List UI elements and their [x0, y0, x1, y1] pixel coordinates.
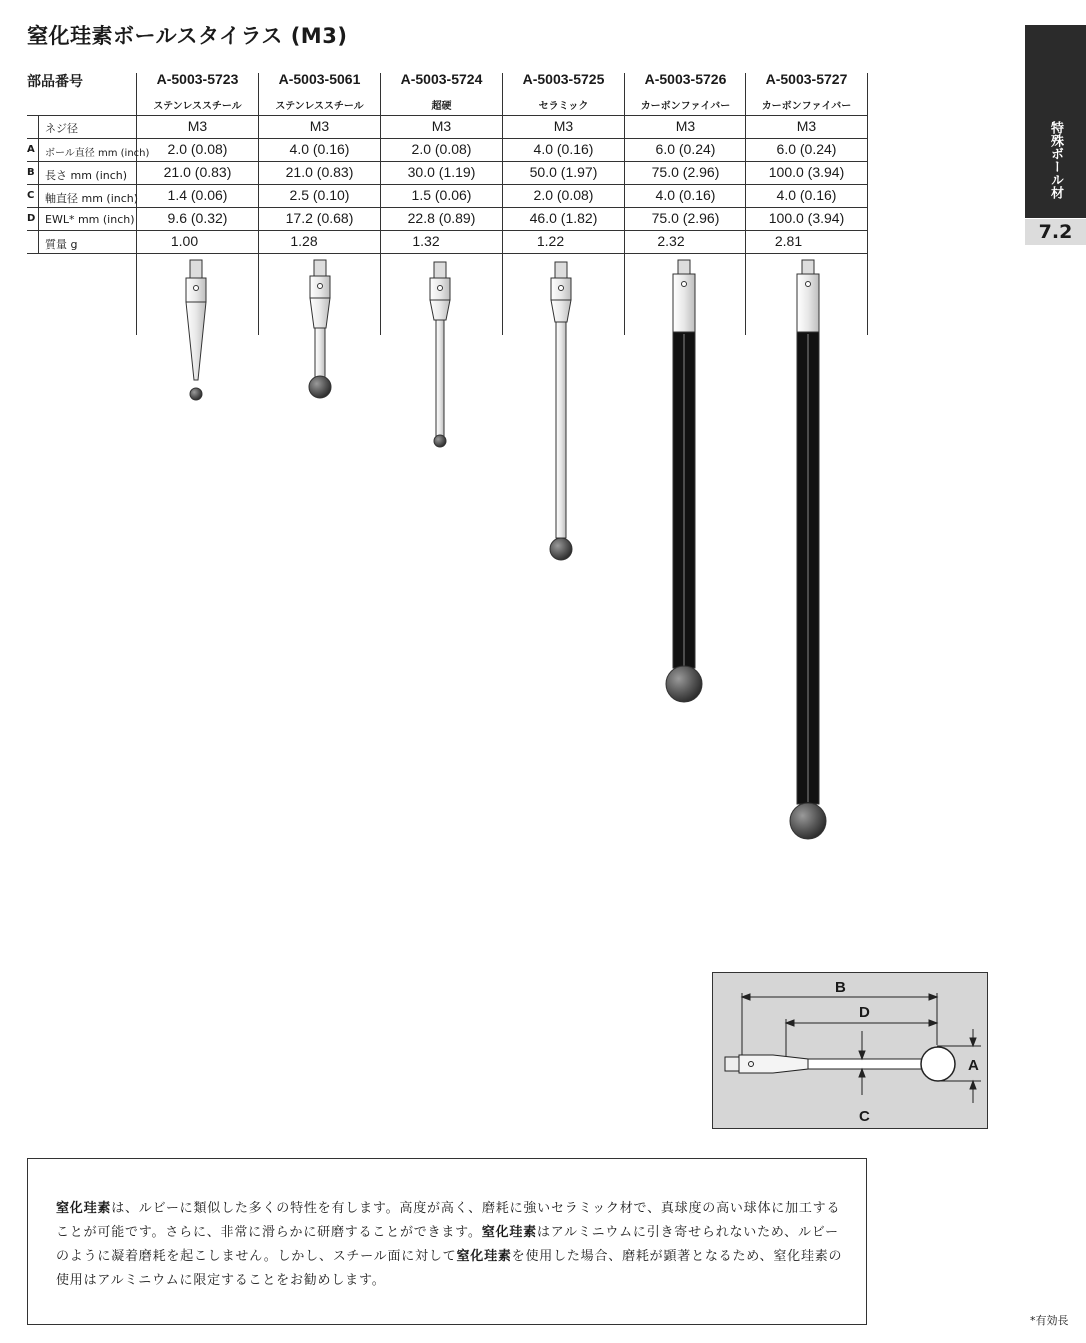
column-material: ステンレススチール — [275, 101, 364, 112]
table-cell: 100.0 (3.94) — [768, 210, 845, 226]
table-cell: 1.22 — [536, 233, 565, 249]
emphasis: 窒化珪素 — [456, 1249, 512, 1264]
table-cell: 1.00 — [170, 233, 199, 249]
table-cell: 1.28 — [290, 233, 318, 249]
table-cell: 100.0 (3.94) — [768, 164, 845, 180]
table-cell: 17.2 (0.68) — [285, 210, 354, 226]
stylus-image — [666, 260, 702, 702]
stylus-image — [430, 262, 450, 447]
table-cell: M3 — [431, 118, 452, 134]
emphasis: 窒化珪素 — [56, 1201, 112, 1216]
table-cell: 2.5 (0.10) — [289, 187, 350, 203]
dimension-label-c: C — [859, 1108, 870, 1125]
section-tab-label: 特殊ボール材 — [1048, 121, 1063, 199]
table-cell: 4.0 (0.16) — [655, 187, 716, 203]
page-title: 窒化珪素ボールスタイラス (M3) — [27, 24, 348, 48]
description-box — [27, 1158, 867, 1325]
description-text — [56, 1197, 846, 1293]
table-cell: 1.32 — [412, 233, 440, 249]
row-label: 質量 g — [45, 238, 78, 251]
table-cell: M3 — [796, 118, 817, 134]
table-cell: M3 — [309, 118, 330, 134]
table-cell: 2.0 (0.08) — [533, 187, 594, 203]
dimension-diagram — [712, 972, 988, 1129]
row-label: 長さ mm (inch) — [45, 169, 128, 182]
dimension-label-d: D — [859, 1004, 870, 1021]
emphasis: 窒化珪素 — [481, 1225, 537, 1240]
table-cell: M3 — [553, 118, 574, 134]
column-material: 超硬 — [431, 101, 452, 112]
text-span: はアルミニウムに引き寄せられないため、ルビーのように凝着磨耗を起こしません。しかし、スチール面に対して — [56, 1225, 839, 1264]
table-cell: 75.0 (2.96) — [651, 164, 720, 180]
footnote: *有効長 — [1030, 1314, 1069, 1327]
text-span: を使用した場合、磨耗が顕著となるため、窒化珪素の使用はアルミニウムに限定することをお勧めします。 — [56, 1249, 843, 1288]
part-number-label: 部品番号 — [27, 74, 83, 90]
table-cell: 2.0 (0.08) — [411, 141, 472, 157]
table-cell: M3 — [675, 118, 696, 134]
table-cell: 21.0 (0.83) — [163, 164, 232, 180]
stylus-image — [309, 260, 331, 398]
table-cell: 4.0 (0.16) — [533, 141, 594, 157]
table-cell: 4.0 (0.16) — [289, 141, 350, 157]
table-cell: 2.32 — [657, 233, 685, 249]
column-part-number: A-5003-5726 — [644, 71, 727, 87]
dimension-label-b: B — [835, 979, 846, 996]
table-cell: 2.81 — [774, 233, 803, 249]
table-cell: 6.0 (0.24) — [655, 141, 716, 157]
column-part-number: A-5003-5724 — [400, 71, 483, 87]
text-span: は、ルビーに類似した多くの特性を有します。高度が高く、磨耗に強いセラミック材で、真球度の高い球体に加工することが可能です。さらに、非常に滑らかに研磨することができます。 — [56, 1201, 841, 1240]
row-letter: D — [27, 213, 36, 224]
column-part-number: A-5003-5725 — [522, 71, 605, 87]
table-cell: 6.0 (0.24) — [776, 141, 837, 157]
column-part-number: A-5003-5727 — [765, 71, 848, 87]
column-part-number: A-5003-5723 — [156, 71, 239, 87]
table-cell: 50.0 (1.97) — [529, 164, 598, 180]
row-letter: A — [27, 144, 35, 155]
stylus-image — [186, 260, 206, 400]
stylus-image — [550, 262, 572, 560]
table-cell: 1.5 (0.06) — [411, 187, 472, 203]
row-letter: B — [27, 167, 35, 178]
stylus-image — [790, 260, 826, 839]
dimension-label-a: A — [968, 1057, 979, 1074]
table-cell: 21.0 (0.83) — [285, 164, 354, 180]
table-cell: 9.6 (0.32) — [167, 210, 228, 226]
table-cell: 2.0 (0.08) — [167, 141, 228, 157]
column-material: ステンレススチール — [153, 101, 242, 112]
table-cell: 46.0 (1.82) — [529, 210, 598, 226]
table-cell: 75.0 (2.96) — [651, 210, 720, 226]
section-number: 7.2 — [1025, 219, 1086, 245]
table-cell: 22.8 (0.89) — [407, 210, 476, 226]
column-material: カーボンファイバー — [640, 101, 731, 112]
row-label: ボール直径 mm (inch) — [45, 148, 150, 159]
row-label: ネジ径 — [45, 122, 78, 135]
table-cell: 1.4 (0.06) — [167, 187, 228, 203]
table-cell: 4.0 (0.16) — [776, 187, 837, 203]
column-part-number: A-5003-5061 — [278, 71, 361, 87]
table-cell: 30.0 (1.19) — [407, 164, 476, 180]
column-material: セラミック — [538, 101, 589, 112]
row-label: EWL* mm (inch) — [45, 213, 135, 226]
row-label: 軸直径 mm (inch) — [45, 192, 139, 205]
row-letter: C — [27, 190, 35, 201]
column-material: カーボンファイバー — [761, 101, 852, 112]
table-cell: M3 — [187, 118, 208, 134]
